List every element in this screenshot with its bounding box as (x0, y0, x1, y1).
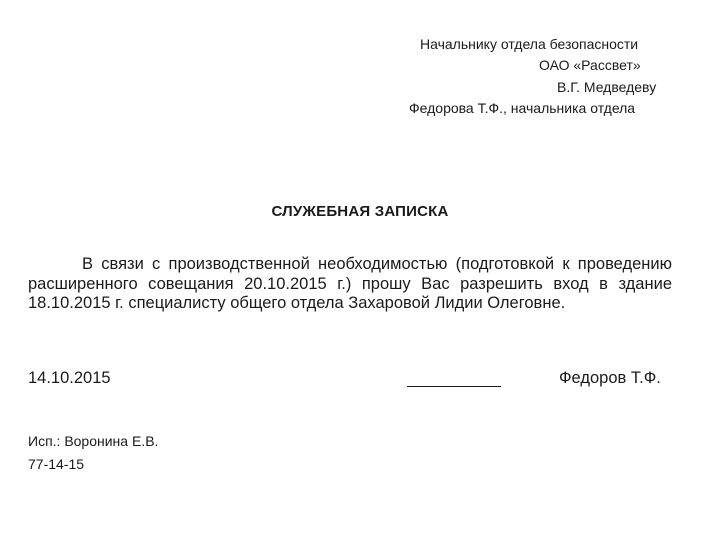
sender-line: Федорова Т.Ф., начальника отдела (409, 100, 636, 116)
signature-name: Федоров Т.Ф. (559, 369, 661, 387)
recipient-name: В.Г. Медведеву (557, 79, 657, 95)
signature-date: 14.10.2015 (28, 369, 111, 387)
memo-body: В связи с производственной необходимостью (подготовкой к проведению расширенного совещания 20.10.2015 г.) прошу Вас разрешить вход в здание 18.10.2015 г. специалисту общего отдела Захаровой Лидии Олеговне. (28, 255, 672, 312)
recipient-position: Начальнику отдела безопасности (420, 36, 639, 52)
executor-phone: 77-14-15 (28, 456, 85, 472)
signature-line (407, 368, 501, 387)
recipient-company: ОАО «Рассвет» (539, 57, 641, 73)
document-title: СЛУЖЕБНАЯ ЗАПИСКА (271, 203, 449, 220)
executor-name: Исп.: Воронина Е.В. (28, 433, 159, 449)
